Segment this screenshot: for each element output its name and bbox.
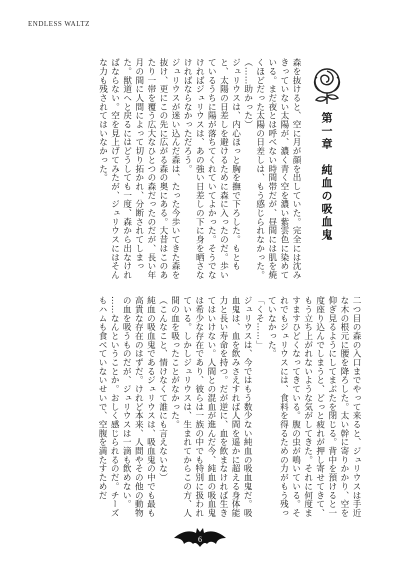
page-number: 6 (198, 535, 202, 544)
body-text-lower (40, 296, 362, 518)
body-text-upper (40, 58, 302, 283)
bat-ornament-icon (172, 526, 228, 552)
paragraph: （……助かった） (242, 58, 253, 129)
running-header: ENDLESS WALTZ (28, 20, 90, 28)
paragraph: ジュリウスは、内心ほっと胸を撫で下ろした。もともと、太陽の日差しを避けるために森に入ったのだ。歩いているうちに陽が落ちてくれていてよかった。そうでなければジュリウスは、あの強い日差しの下に身を晒さなければならなかっただろう。 (182, 58, 241, 280)
rose-ornament-icon (304, 60, 350, 106)
paragraph: 「くそ……」 (254, 296, 265, 350)
chapter-title: 第一章 純血の吸血鬼 (320, 112, 333, 242)
paragraph: 純血の吸血鬼であるジュリウスは、吸血鬼の中でも最も高貴な存在のはずだ。けれど本来、人間やその他の動物の血を吸うものだが、ジュリウスは一滴も飲めない。 (121, 296, 156, 518)
paragraph: ジュリウスが迷い込んだ森は、たった今歩いてきた森を抜け、更にこの先に広がる森の奥にある。大昔はこのあたり一帯を覆う広大なひとつの森だったのだが、長い年月の間に人間によって切り拓かれ、分断されてしまった。獣道へと戻るにはどうしても一度、森から出なければならない。空を見上げてみたが、ジュリウスにはそんな力も残されてはいなかった。 (97, 58, 181, 280)
paragraph: 二つ目の森の入口までやって来ると、ジュリウスは手近な木の根元に腰を降ろした。太い幹に寄りかかり、空を仰ぎ見るようにしてまぶたを閉じる。背中を預けると一度座り込んでしまうと、どっと疲れが押し寄せてきて、もう立ち上がれないような気がしてきた。それに何度ますますひどくなってきている。腹の虫が鳴いている。それでもジュリウスには、食料を得るための力がもう残っていなかった。 (266, 296, 361, 518)
paragraph: ジュリウスは、今ではもう数少ない純血の吸血鬼だ。吸血鬼は、血を飲みさえすれば人間を遥かに超える身体能力と長い寿命を持つ。だが逆に、血を飲まなければ生きてはいけない。人間との混血が進んだ今、純血の吸血鬼は希少な存在であり、彼らは一族の中でも特別に扱われている。しかしジュリウスは、生まれてからこの方、人間の血を吸ったことがなかった。 (169, 296, 253, 518)
paragraph: （こんなこと、情けなくて誰にも言えないな） (157, 296, 168, 482)
paragraph: 森を抜けると、空に月が顔を出していた。完全には沈みきっていない太陽が、濃く青く空を濃い紫雲色に染めている。まだ夜とは呼べない時間帯だが、昼間には肌を焼くほどだった太陽の日差しは、もう感じられなかった。 (254, 58, 301, 280)
paragraph: ……なんということか。おしく感じられるのだ。チーズもハムも食べていないせいで、空腹を満たすためだ (97, 296, 120, 518)
